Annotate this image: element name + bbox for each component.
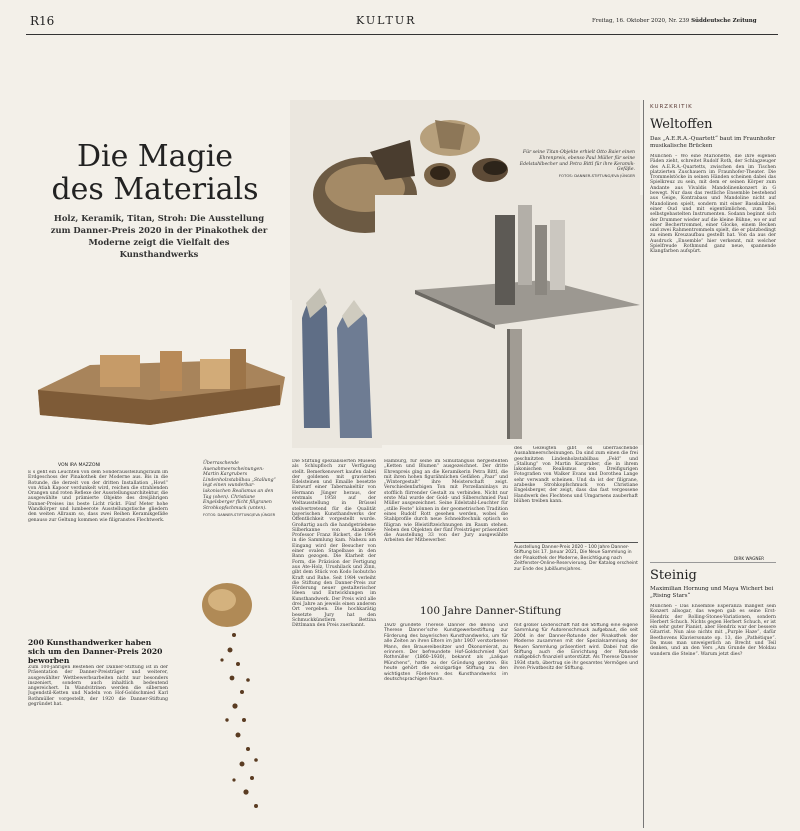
dateline: Freitag, 16. Oktober 2020, Nr. 239 Süddeutsche Zeitung [592, 18, 757, 24]
steel-table-photo [375, 195, 643, 445]
section-name: KULTUR [356, 14, 417, 27]
photo-caption-mid: Überraschende Auenahmeerscheinungen: Martin Kargrubers Lindenholzstabilbau „Stallung“ legt einen wunderbar-lakonischen Realismus an den Tag (oben). Christiane Engelsberger flicht filigranen Strohkopfschmuck (unten). FOTOS: DANNER-STIFTUNG/EVA JÜNGER [203, 461, 279, 519]
article-column-6: mit großer Leidenschaft hat die Stiftung eine eigene Sammlung für Autorenschmuck aufgebaut, die seit 2004 in der Danner-Rotunde der Pinakothek der Moderne zusammen mit der Spezialsammlung der Neuen Sammlung präsentiert wird. Dabei hat die Stiftung auch die Einrichtung der Rotunde maßgeblich finanziell unterstützt. Als Therese Danner 1934 starb, übertrug sie ihr gesamtes Vermögen und ihren Privatbesitz der Stiftung. [514, 623, 638, 672]
byline: VON IRA MAZZONI [58, 463, 101, 468]
article-column-4: des Gezeigten gibt es überraschende Ausnahmeerscheinungen. Da sind zum einen die frei geschnitzten Lindenholzstabilbau „Feld“ und „Stallung“ von Martin Kargruber, die in ihrem lakonischen Realismus den Dreifigurigen Fotografien von Walker Evans und Dorothea Lange sehr verwandt scheinen. Und da ist der filigrane, arabeske Strohkopfschmuck von Christiane Engelsberger, der zeigt, dass das fast vergessene Handwerk des Flechtens und Umgarnens zauberhaft blühen treiben kann. [514, 446, 638, 504]
header-rule [26, 34, 778, 35]
exhibition-infobox: Ausstellung Danner-Preis 2020 – 100 Jahre Danner-Stiftung bis 17. Januar 2021, Die Neue Sammlung in der Pinakothek der Moderne, Besichtigung nach Zeitfenster-Online-Reservierung. Der Katalog erscheint zur Ende des Jubiläumsjahres. [514, 542, 638, 572]
page-number: R16 [30, 14, 55, 28]
section-heading-box: 200 Kunsthandwerker haben sich um den Danner-Preis 2020 beworben [28, 638, 163, 665]
article-subtitle: Holz, Keramik, Titan, Stroh: Die Ausstellung zum Danner-Preis 2020 in der Pinakothek der Moderne zeigt die Vielfalt des Kunsthandwerks [50, 213, 268, 259]
photo-caption-top: Für seine Titan-Objekte erhielt Otto Baier einen Ehrenpreis, ebenso Paul Müller für seine Edelstahlbecher und Petra Bittl für ihre Keramik-Gefäße. FOTOS: DANNER-STIFTUNG/EVA JÜNGER [513, 150, 635, 179]
article-column-5: 1920 gründete Therese Danner die Benno und Therese Danner’sche Kunstgewerbestiftung zur Förderung des bayerischen Kunsthandwerks, um für alle Zeiten an ihren Eltern im Jahr 1907 verstorbenen Mann, den Brauereibesitzer und Ökonomierat, zu erinnern. Der befreundete Hof-Goldschmied Karl Rothmüller (1860–1930), bekannt als „Lalique Münchens“, hatte zu der Gründung geraten. Bis heute gehört die einzigartige Stiftung zu den wichtigsten Förderern des Kunsthandwerks im deutschsprachigen Raum. [384, 623, 508, 683]
article-column-2: Die Stiftung spezialisierten Museen als Schlupfloch zur Verfügung stellt. Bemerkenswert kaufen dabei der goldenen mit gravierten Edelsteinen und Emaille besetzte Entwurf einer Tabernakeltür von Hermann Jünger heraus, der erstmals 1958 auf der Weltausstellung in Brüssel stellvertretend für die Qualität bayerischen Kunsthandwerks der Öffentlichkeit vorgestellt wurde. Großartig auch die handgetriebene Silberkanne von Akademie-Professor Franz Rickert, die 1964 in die Sammlung kam. Nahezu am Eingang wird der Besucher von einer ovalen Stapelbase in den Bann gezogen. Die Klarheit der Form, die Präzision der Fertigung aus Ate-Holz, Urushilack und Zinn, gibt dem Stück von Kodo Isobutcho Kraft und Ruhe. Seit 1984 verleiht die Stiftung den Danner-Preis zur Förderung neuer gestalterischer Ideen und Entwicklungen im Kunsthandwerk. Der Preis wird alle drei Jahre an jeweils einen anderen Ort vergeben. Die hochkarätig besetzte Jury hat den Schmuckkünstlern Bettina Dittlmann den Preis zuerkannt. [292, 459, 376, 629]
wooden-model-photo [30, 305, 292, 445]
photo-credit: FOTOS: DANNER-STIFTUNG/EVA JÜNGER [558, 173, 635, 179]
sidebar-divider [650, 562, 776, 563]
photo-credit-2: FOTOS: DANNER-STIFTUNG/EVA JÜNGER [203, 513, 276, 518]
sidebar-title-1: Weltoffen [650, 117, 713, 132]
sidebar-rule [643, 100, 644, 828]
straw-headpiece-photo [292, 278, 382, 448]
bead-necklace-photo [172, 560, 290, 828]
sidebar-body-1: München – Wo eine Marionette, die ihre eigenen Fäden zieht, schreitet Rudolf Roth, der Schlagzeuger des A.E.R.A.-Quartetts, zwischen den im Tischen platzierten Zuschauern im Fraunhofer-Theater. Die Trommelstöcke in seinen Händen scheinen dabei das Spielkreuz zu sein, mit dem er seinen Körper zum Andante aus Vivaldis Mandolinenkonzert in G bewegt. Nur dass das restliche Ensemble bestehend aus Geige, Kontrabass und Mandoline nicht auf Mandolinen spielt, sondern mit einer Basskalimbe, einer Oud und mit eigentümlichen, zum Teil selbstgebastelten Instrumenten. Sodann beginnt sich der Drummer wieder auf die kleine Bühne, wo er auf einer Bechertrommel, einer Glocke, einem Becken und zwei Rahmentrommeln spielt, die er platzbedingt zu einem Kreuzaufbau gestellt hat. Von da aus der Ausdruck „Ensemble“ hier verkennt, mit welcher Spielfreude Rothmund ganz neue, spannende Klangfarben aufspürt. [650, 154, 776, 255]
article-title: Die Magie des Materials [51, 139, 259, 207]
article-column-3: Hamburg, für seine im Simultanguss hergestellten „Ketten und Blumen“ ausgezeichnet. Der dritte Ehrenpreis ging an die Keramikerin Petra Bittl, die mit ihren hohen figurähnlichen Gefäßen „Paar“ und „Wintergestalt“ ihre Meisterschaft zeigt. Verschiedenfarbigen Ton mit Porzellaninlays zu stofflich flirrender Gestalt zu verbinden. Nicht nur erste Mal wurde der Gold- und Silberschmied Paul Müller ausgezeichnet. Seine Edelstahl-Leuchter für „stille Feste“ können in der geometrischen Tradition eines Rudolf Rott gesehen werden, wobei die Stahlprofile durch neue Schneidtechnik optisch so filigran wie Bleistiftzeichnungen im Raum stehen. Neben den Objekten der fünf Preisträger präsentiert die Ausstellung 33 von der Jury ausgewählte Arbeiten der Mitbewerber. [384, 459, 508, 544]
sidebar-body-2: München – Das Ensemble Esperanza mangelt sein Konzert allsogar, das wegen gab es seine Erst-Hendrix der Rolling-Stones-Variationen, sondern Herbert Schuch. Nichts gegen Herbert Schuch, er ist ein sehr guter Pianist, aber Hendrix war der bessere Gitarrist. Nun also nichts mit „Purple Haze“, dafür Beethovens Klaviersonate op. 13, die „Pathétique“. Da muss man unweigerlich an Brecht und Teil denken, und an den Vers „Am Grunde der Moldau wandern die Steine“. Warum jetzt dies? [650, 604, 776, 657]
sub-heading: 100 Jahre Danner-Stiftung [420, 605, 562, 617]
sidebar-subtitle-1: Das „A.E.R.A.-Quartett“ baut im Fraunhofer musikalische Brücken [650, 136, 776, 149]
paper-name: Süddeutsche Zeitung [691, 18, 757, 24]
sidebar-tag: KURZKRITIK [650, 104, 693, 110]
sidebar-title-2: Steinig [650, 568, 697, 583]
article-column-1b: Zum 100-jährigen Bestehen der Danner-Stiftung ist in der Präsentation der Danner-Preisträger und weiterer, ausgewählter Wettbewerbsarbeiten nicht nur besonders inszeniert, sondern auch inhaltlich bedeutend angereichert. In Wandvitrinen werden die silbernen Jugendstil-Ketten und Nadeln von Hof-Goldschmied Karl Rothmüller vorgestellt, der 1920 die Danner-Stiftung gegründet hat. [28, 665, 168, 708]
sidebar-author-1: DIRK WAGNER [734, 556, 765, 561]
sidebar-subtitle-2: Maximilian Hornung und Maya Wichert bei „Rising Stars“ [650, 586, 774, 599]
article-column-1: E s geht ein Leuchten von dem Sonderausstellungsraum im Erdgeschoss der Pinakothek der Moderne aus. Bis in die Rotunde, die derzeit von der dritten Installation „Howl“ von Atiah Kapoor verdunkelt wird, reichen die strahlenden Orangen und roten Reflexe der Ausstellungsarchitektur, die ausgewählte und prämierte Objekte des dreijährigen Danner-Preises ins beste Licht rückt. Fünf Meter hohe Wandkörper und lumbeerote Ausstellungstische gliedern den weiten Allraum so, dass zwei Reihen Keramikgefäße genauso zur Geltung kommen wie filigranstes Flechtwerk. [28, 470, 168, 523]
